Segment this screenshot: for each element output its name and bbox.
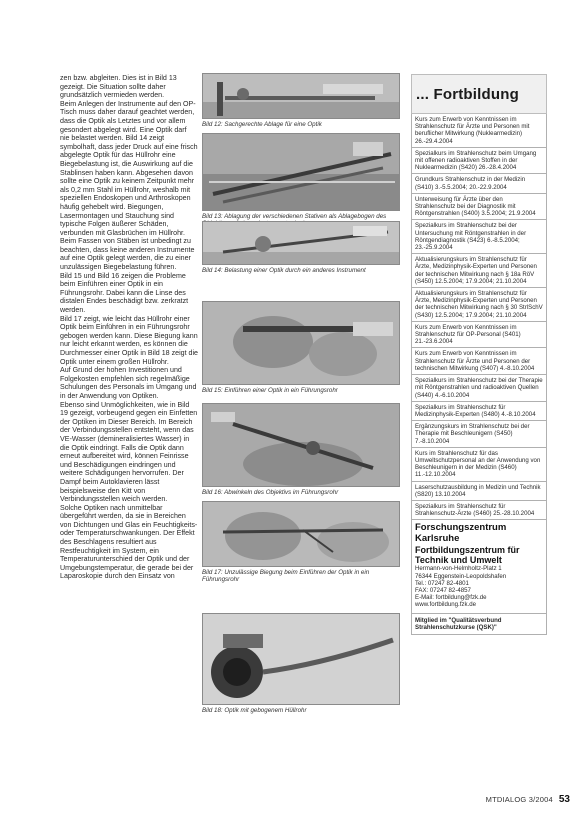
course-entry: Kurs zum Erwerb von Kenntnissen im Strahlenschutz für Ärzte und Personen mit beruflicher Mitwirkung (Nuklearmedizin) 26.-29.4.2004 — [411, 114, 547, 148]
course-entry: Spezialkurs im Strahlenschutz bei der Therapie mit Röntgenstrahlen und radioaktiven Quellen (S440) 4.-6.10.2004 — [411, 375, 547, 402]
figure-caption: Bild 18: Optik mit gebogenem Hüllrohr — [202, 707, 307, 714]
article-paragraph: Beim Anlegen der Instrumente auf den OP-Tisch muss daher darauf geachtet werden, dass die Optik als Letztes und vor allem gesondert abgelegt wird. Eine Optik darf nie belastet werden. Bild 14 zeigt symbolhaft, dass jeder Druck auf eine frisch abgelegte Optik für das Hüllrohr eine Biegebelastung ist, die Auswirkung auf die Stablinsen haben kann. Abgesehen davon sollte eine Optik zu keinem Zeitpunkt mehr als 0,2 mm Stahl im Hüllrohr, weshalb mit speziellen Endoskopen und Arthroskopen häufig gehebelt wird. Biegungen, Lasermontagen und Stauchung sind typische Folgen äußerer Schäden, verbunden mit Glasbrüchen im Hüllrohr. Beim Fassen von Stäben ist unbedingt zu beachten, dass keine anderen Instrumente auf eine Optik gelegt werden, die zu einer unzulässigen Biegebelastung führen. — [60, 99, 198, 272]
photo-angled-objective — [202, 403, 400, 487]
article-paragraph: Ebenso sind Unmöglichkeiten, wie in Bild 19 gezeigt, vorbeugend gegen ein Einfetten der Optiken im Dieser Bereich. Im Bereich der Verbindungsstellen entsteht, wenn das VE-Wasser (demineralisiertes Wasser) in die Optik eindringt. Falls die Optik dann erneut aufbereitet wird, können Feinrisse und Beschädigungen eindringen und weitere Schädigungen hervorrufen. Der Dampf beim Autoklavieren lässt beispielsweise den Kitt von Verbindungsstellen weich werden. — [60, 400, 198, 504]
organizer-phone: Tel.: 07247 82-4801 — [415, 579, 469, 587]
course-entry: Kurs zum Erwerb von Kenntnissen im Strahlenschutz für Ärzte und Personen der technischen Mitwirkung (S407) 4.-8.10.2004 — [411, 348, 547, 375]
photo-inserting-optic — [202, 301, 400, 385]
article-paragraph: Bild 15 und Bild 16 zeigen die Probleme beim Einführen einer Optik in ein Führungsrohr. Dabei kann die Linse des distalen Endes beschädigt bzw. zerkratzt werden. — [60, 271, 189, 315]
photo-stacked-instruments — [202, 133, 400, 211]
figure-caption: Bild 12: Sachgerechte Ablage für eine Optik — [202, 121, 322, 128]
organizer-fax: FAX: 07247 82-4857 — [415, 586, 471, 594]
article-text-column — [60, 74, 198, 581]
sidebar-header — [411, 74, 547, 114]
figure-caption: Bild 17: Unzulässige Biegung beim Einführen der Optik in ein Führungsrohr — [202, 569, 370, 584]
course-entry: Spezialkurs im Strahlenschutz für Medizinphysik-Experten (S480) 4.-8.10.2004 — [411, 402, 547, 421]
fortbildung-sidebar — [411, 74, 547, 635]
article-paragraph: Auf Grund der hohen Investitionen und Folgekosten empfehlen sich regelmäßige Schulungen des Personals im Umgang und in der Anwendung von Optiken. — [60, 366, 197, 400]
course-entry: Aktualisierungskurs im Strahlenschutz für Ärzte, Medizinphysik-Experten und Personen der technischen Mitwirkung nach § 18a RöV (S450) 12.5.2004; 17.9.2004; 21.10.2004 — [411, 254, 547, 288]
figure-caption: Bild 14: Belastung einer Optik durch ein anderes Instrument — [202, 267, 366, 274]
membership-note: Mitglied im "Qualitätsverbund Strahlenschutzkurse (QSK)" — [411, 614, 547, 635]
figure-16 — [202, 403, 400, 496]
journal-name: MTDIALOG 3/2004 — [485, 794, 553, 804]
figure-17 — [202, 501, 400, 583]
course-entry: Grundkurs Strahlenschutz in der Medizin (S410) 3.-5.5.2004; 20.-22.9.2004 — [411, 174, 547, 193]
organizer-email: E-Mail: fortbildung@fzk.de — [415, 594, 487, 602]
figure-caption: Bild 16: Abwinkeln des Objektivs im Führungsrohr — [202, 489, 339, 496]
page-number: 53 — [558, 793, 570, 805]
organizer-department: Fortbildungszentrum für Technik und Umwelt — [415, 545, 520, 566]
course-entry: Spezialkurs im Strahlenschutz bei der Untersuchung mit Röntgenstrahlen in der Röntgendiagnostik (S423) 6.-8.5.2004; 23.-25.9.2004 — [411, 220, 547, 254]
organizer-contact — [411, 520, 547, 613]
course-entry: Unterweisung für Ärzte über den Strahlenschutz bei der Diagnostik mit Röntgenstrahlen (S400) 3.5.2004; 21.9.2004 — [411, 194, 547, 221]
organizer-city: 76344 Eggenstein-Leopoldshafen — [415, 572, 507, 580]
figure-18 — [202, 613, 400, 714]
organizer-website: www.fortbildung.fzk.de — [415, 601, 476, 609]
figure-12 — [202, 73, 400, 128]
article-paragraph: Solche Optiken nach unmittelbar übergeführt werden, da sie in Bereichen von Dichtungen und Glas ein Feuchtigkeits- oder Temperaturschwankungen. Der Effekt des Beschlagens resultiert aus Restfeuchtigkeit im System, ein Temperaturunterschied der Optik und der Umgebungstemperatur, die gerade bei der Laparoskopie durch den Einsatz von — [60, 503, 198, 581]
article-paragraph: Bild 17 zeigt, wie leicht das Hüllrohr einer Optik beim Einführen in ein Führungsrohr gebogen werden kann. Diese Biegung kann nur leicht erkannt werden, es können die Durchmesser einer Optik in Bild 18 zeigt die Optik unter einem großen Hüllrohr. — [60, 314, 198, 366]
figure-13 — [202, 133, 400, 227]
course-entry: Spezialkurs im Strahlenschutz beim Umgang mit offenen radioaktiven Stoffen in der Nuklearmedizin (S420) 26.-28.4.2004 — [411, 148, 547, 175]
figure-15 — [202, 301, 400, 394]
figure-caption: Bild 13: Ablagung der verschiedenen Stativen als Ablagebogen des — [202, 213, 387, 220]
photo-bent-sheath — [202, 613, 400, 705]
figure-caption: Bild 15: Einführen einer Optik in ein Führungsrohr — [202, 387, 338, 394]
course-entry: Laserschutzausbildung in Medizin und Technik (S820) 13.10.2004 — [411, 482, 547, 501]
course-entry: Kurs im Strahlenschutz für das Umweltschutzpersonal an der Anwendung von Beschleunigern in der Medizin (S460) 11.-12.10.2004 — [411, 448, 547, 482]
course-entry: Aktualisierungskurs im Strahlenschutz für Ärzte, Medizinphysik-Experten und Personen der technischen Mitwirkung nach § 30 StrlSchV (S430) 12.5.2004; 17.9.2004; 21.10.2004 — [411, 288, 547, 322]
course-entry: Ergänzungskurs im Strahlenschutz bei der Therapie mit Beschleunigern (S450) 7.-8.10.2004 — [411, 421, 547, 448]
sidebar-title: ... Fortbildung — [416, 85, 519, 103]
photo-optic-storage — [202, 73, 400, 119]
course-entry: Kurs zum Erwerb von Kenntnissen im Strahlenschutz für OP-Personal (S401) 21.-23.6.2004 — [411, 322, 547, 349]
photo-optic-under-load — [202, 221, 400, 265]
page-footer — [420, 792, 570, 806]
figure-14 — [202, 221, 400, 274]
photo-bending-optic — [202, 501, 400, 567]
organizer-address: Hermann-von-Helmholtz-Platz 1 — [415, 565, 502, 573]
course-entry: Spezialkurs im Strahlenschutz für Strahlenschutz-Ärzte (S460) 25.-28.10.2004 — [411, 501, 547, 520]
article-paragraph: zen bzw. abgleiten. Dies ist in Bild 13 gezeigt. Die Situation sollte daher grundsätzlich vermieden werden. — [60, 74, 177, 100]
organizer-name: Forschungszentrum Karlsruhe — [415, 522, 507, 544]
